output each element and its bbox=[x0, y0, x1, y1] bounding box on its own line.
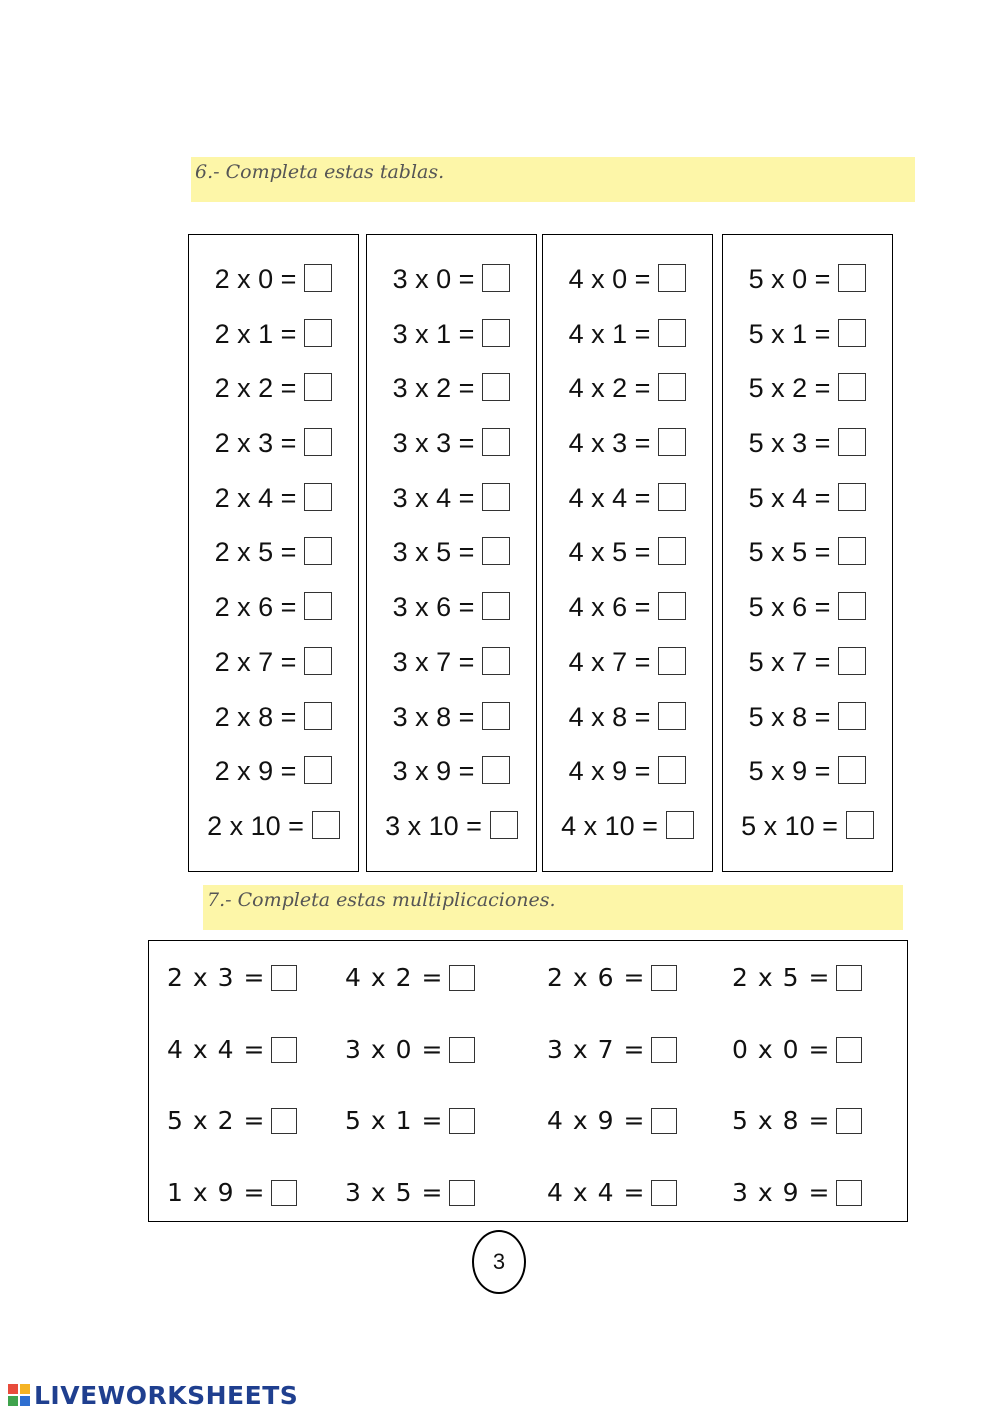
answer-box[interactable] bbox=[482, 647, 510, 675]
answer-box[interactable] bbox=[651, 1180, 677, 1206]
table-row bbox=[749, 371, 867, 426]
equation-text: 4 x 9 = bbox=[568, 756, 651, 787]
equation-text: 3 x 8 = bbox=[392, 701, 475, 732]
table-row bbox=[749, 590, 867, 645]
page-number: 3 bbox=[472, 1230, 526, 1294]
equation-text: 5 x 0 = bbox=[748, 264, 831, 294]
equation-text: 5 x 2 = bbox=[748, 373, 831, 404]
exercise-item bbox=[732, 1178, 862, 1208]
exercise-item bbox=[732, 1035, 862, 1065]
table-row bbox=[393, 262, 511, 317]
table-row bbox=[393, 590, 511, 645]
table-row bbox=[569, 426, 687, 481]
table-row bbox=[749, 317, 867, 372]
table-row bbox=[749, 535, 867, 590]
answer-box[interactable] bbox=[651, 1108, 677, 1134]
answer-box[interactable] bbox=[838, 756, 866, 784]
answer-box[interactable] bbox=[304, 319, 332, 347]
table-row bbox=[215, 371, 333, 426]
exercise-text: 2 x 5 = bbox=[732, 963, 831, 992]
exercise-item bbox=[345, 1178, 475, 1208]
equation-text: 3 x 6 = bbox=[392, 592, 475, 623]
exercise-item bbox=[547, 1035, 677, 1065]
table-row bbox=[569, 371, 687, 426]
table-row bbox=[393, 371, 511, 426]
table-row bbox=[393, 535, 511, 590]
exercise-item bbox=[547, 1106, 677, 1136]
equation-text: 3 x 7 = bbox=[392, 646, 475, 677]
exercise-text: 2 x 6 = bbox=[547, 963, 646, 992]
equation-text: 4 x 0 = bbox=[568, 264, 651, 294]
answer-box[interactable] bbox=[449, 965, 475, 991]
equation-text: 5 x 3 = bbox=[748, 428, 831, 459]
exercise-text: 4 x 2 = bbox=[345, 963, 444, 992]
brand-name: LIVEWORKSHEETS bbox=[34, 1380, 299, 1410]
equation-text: 2 x 2 = bbox=[214, 373, 297, 404]
equation-text: 5 x 10 = bbox=[741, 810, 838, 841]
answer-box[interactable] bbox=[836, 1108, 862, 1134]
exercise-text: 4 x 4 = bbox=[547, 1178, 646, 1207]
section-6-instruction: 6.- Completa estas tablas. bbox=[191, 157, 915, 202]
equation-text: 3 x 9 = bbox=[392, 756, 475, 787]
equation-text: 5 x 1 = bbox=[748, 318, 831, 349]
answer-box[interactable] bbox=[482, 373, 510, 401]
table-row bbox=[385, 809, 518, 864]
equation-text: 3 x 0 = bbox=[392, 264, 475, 294]
table-row bbox=[215, 590, 333, 645]
exercise-item bbox=[167, 1106, 297, 1136]
table-row bbox=[749, 481, 867, 536]
equation-text: 4 x 6 = bbox=[568, 592, 651, 623]
exercise-text: 4 x 9 = bbox=[547, 1106, 646, 1135]
answer-box[interactable] bbox=[449, 1180, 475, 1206]
table-row bbox=[569, 590, 687, 645]
answer-box[interactable] bbox=[482, 428, 510, 456]
equation-text: 2 x 9 = bbox=[214, 756, 297, 787]
answer-box[interactable] bbox=[658, 537, 686, 565]
exercise-text: 4 x 4 = bbox=[167, 1035, 266, 1064]
table-column-4 bbox=[542, 234, 713, 872]
exercise-item bbox=[345, 1035, 475, 1065]
exercise-text: 5 x 8 = bbox=[732, 1106, 831, 1135]
table-row bbox=[749, 645, 867, 700]
equation-text: 2 x 6 = bbox=[214, 592, 297, 623]
table-row bbox=[749, 700, 867, 755]
table-row bbox=[569, 645, 687, 700]
answer-box[interactable] bbox=[658, 428, 686, 456]
table-row bbox=[393, 700, 511, 755]
equation-text: 5 x 8 = bbox=[748, 701, 831, 732]
exercise-text: 3 x 0 = bbox=[345, 1035, 444, 1064]
answer-box[interactable] bbox=[271, 1180, 297, 1206]
table-row bbox=[749, 754, 867, 809]
table-row bbox=[569, 754, 687, 809]
exercise-item bbox=[547, 963, 677, 993]
answer-box[interactable] bbox=[482, 537, 510, 565]
equation-text: 2 x 4 = bbox=[214, 482, 297, 513]
table-row bbox=[215, 535, 333, 590]
answer-box[interactable] bbox=[838, 537, 866, 565]
table-column-2 bbox=[188, 234, 359, 872]
exercise-item bbox=[732, 963, 862, 993]
table-row bbox=[215, 645, 333, 700]
table-row bbox=[569, 481, 687, 536]
answer-box[interactable] bbox=[304, 264, 332, 292]
table-row bbox=[215, 317, 333, 372]
answer-box[interactable] bbox=[836, 965, 862, 991]
table-row bbox=[561, 809, 694, 864]
equation-text: 3 x 10 = bbox=[385, 810, 482, 841]
equation-text: 5 x 5 = bbox=[748, 537, 831, 568]
answer-box[interactable] bbox=[482, 483, 510, 511]
answer-box[interactable] bbox=[658, 483, 686, 511]
exercise-item bbox=[732, 1106, 862, 1136]
table-row bbox=[569, 700, 687, 755]
equation-text: 4 x 3 = bbox=[568, 428, 651, 459]
equation-text: 4 x 5 = bbox=[568, 537, 651, 568]
answer-box[interactable] bbox=[304, 373, 332, 401]
equation-text: 2 x 8 = bbox=[214, 701, 297, 732]
answer-box[interactable] bbox=[449, 1108, 475, 1134]
answer-box[interactable] bbox=[304, 647, 332, 675]
table-row bbox=[215, 481, 333, 536]
table-row bbox=[569, 317, 687, 372]
answer-box[interactable] bbox=[838, 319, 866, 347]
equation-text: 5 x 4 = bbox=[748, 482, 831, 513]
exercise-text: 0 x 0 = bbox=[732, 1035, 831, 1064]
table-row bbox=[207, 809, 340, 864]
answer-box[interactable] bbox=[271, 965, 297, 991]
answer-box[interactable] bbox=[304, 702, 332, 730]
liveworksheets-logo-icon bbox=[8, 1384, 30, 1406]
equation-text: 4 x 10 = bbox=[561, 810, 658, 841]
exercise-item bbox=[167, 963, 297, 993]
table-row bbox=[393, 754, 511, 809]
answer-box[interactable] bbox=[271, 1037, 297, 1063]
table-row bbox=[569, 535, 687, 590]
answer-box[interactable] bbox=[304, 592, 332, 620]
answer-box[interactable] bbox=[838, 264, 866, 292]
answer-box[interactable] bbox=[838, 483, 866, 511]
exercise-item bbox=[345, 1106, 475, 1136]
answer-box[interactable] bbox=[651, 965, 677, 991]
equation-text: 3 x 5 = bbox=[392, 537, 475, 568]
equation-text: 3 x 3 = bbox=[392, 428, 475, 459]
exercise-text: 5 x 1 = bbox=[345, 1106, 444, 1135]
answer-box[interactable] bbox=[482, 319, 510, 347]
equation-text: 2 x 10 = bbox=[207, 810, 304, 841]
exercise-text: 5 x 2 = bbox=[167, 1106, 266, 1135]
answer-box[interactable] bbox=[658, 592, 686, 620]
exercise-item bbox=[547, 1178, 677, 1208]
table-column-3 bbox=[366, 234, 537, 872]
answer-box[interactable] bbox=[449, 1037, 475, 1063]
answer-box[interactable] bbox=[312, 811, 340, 839]
answer-box[interactable] bbox=[658, 264, 686, 292]
table-row bbox=[749, 426, 867, 481]
exercise-text: 1 x 9 = bbox=[167, 1178, 266, 1207]
answer-box[interactable] bbox=[482, 702, 510, 730]
table-row bbox=[393, 481, 511, 536]
exercise-text: 3 x 7 = bbox=[547, 1035, 646, 1064]
exercise-item bbox=[345, 963, 475, 993]
equation-text: 3 x 2 = bbox=[392, 373, 475, 404]
answer-box[interactable] bbox=[304, 537, 332, 565]
exercise-text: 3 x 9 = bbox=[732, 1178, 831, 1207]
table-row bbox=[569, 262, 687, 317]
table-column-5 bbox=[722, 234, 893, 872]
multiplication-exercises bbox=[148, 940, 908, 1222]
equation-text: 5 x 9 = bbox=[748, 756, 831, 787]
brand-footer bbox=[8, 1381, 298, 1409]
answer-box[interactable] bbox=[304, 428, 332, 456]
answer-box[interactable] bbox=[658, 702, 686, 730]
equation-text: 2 x 5 = bbox=[214, 537, 297, 568]
answer-box[interactable] bbox=[482, 264, 510, 292]
equation-text: 4 x 1 = bbox=[568, 318, 651, 349]
answer-box[interactable] bbox=[482, 756, 510, 784]
answer-box[interactable] bbox=[658, 647, 686, 675]
equation-text: 3 x 1 = bbox=[392, 318, 475, 349]
answer-box[interactable] bbox=[651, 1037, 677, 1063]
answer-box[interactable] bbox=[658, 319, 686, 347]
answer-box[interactable] bbox=[838, 702, 866, 730]
equation-text: 5 x 6 = bbox=[748, 592, 831, 623]
exercise-item bbox=[167, 1178, 297, 1208]
answer-box[interactable] bbox=[838, 373, 866, 401]
exercise-text: 3 x 5 = bbox=[345, 1178, 444, 1207]
table-row bbox=[215, 262, 333, 317]
equation-text: 2 x 7 = bbox=[214, 646, 297, 677]
answer-box[interactable] bbox=[838, 647, 866, 675]
equation-text: 2 x 1 = bbox=[214, 318, 297, 349]
equation-text: 5 x 7 = bbox=[748, 646, 831, 677]
answer-box[interactable] bbox=[836, 1037, 862, 1063]
equation-text: 4 x 4 = bbox=[568, 482, 651, 513]
table-row bbox=[741, 809, 874, 864]
equation-text: 4 x 8 = bbox=[568, 701, 651, 732]
exercise-text: 2 x 3 = bbox=[167, 963, 266, 992]
equation-text: 4 x 7 = bbox=[568, 646, 651, 677]
table-row bbox=[749, 262, 867, 317]
exercise-item bbox=[167, 1035, 297, 1065]
equation-text: 2 x 3 = bbox=[214, 428, 297, 459]
answer-box[interactable] bbox=[482, 592, 510, 620]
answer-box[interactable] bbox=[490, 811, 518, 839]
table-row bbox=[215, 426, 333, 481]
answer-box[interactable] bbox=[271, 1108, 297, 1134]
equation-text: 3 x 4 = bbox=[392, 482, 475, 513]
table-row bbox=[393, 426, 511, 481]
section-7-instruction: 7.- Completa estas multiplicaciones. bbox=[203, 885, 903, 930]
answer-box[interactable] bbox=[846, 811, 874, 839]
table-row bbox=[215, 754, 333, 809]
equation-text: 4 x 2 = bbox=[568, 373, 651, 404]
answer-box[interactable] bbox=[304, 756, 332, 784]
table-row bbox=[215, 700, 333, 755]
answer-box[interactable] bbox=[658, 373, 686, 401]
answer-box[interactable] bbox=[838, 428, 866, 456]
table-row bbox=[393, 317, 511, 372]
answer-box[interactable] bbox=[304, 483, 332, 511]
answer-box[interactable] bbox=[658, 756, 686, 784]
answer-box[interactable] bbox=[838, 592, 866, 620]
table-row bbox=[393, 645, 511, 700]
answer-box[interactable] bbox=[666, 811, 694, 839]
equation-text: 2 x 0 = bbox=[214, 264, 297, 294]
answer-box[interactable] bbox=[836, 1180, 862, 1206]
